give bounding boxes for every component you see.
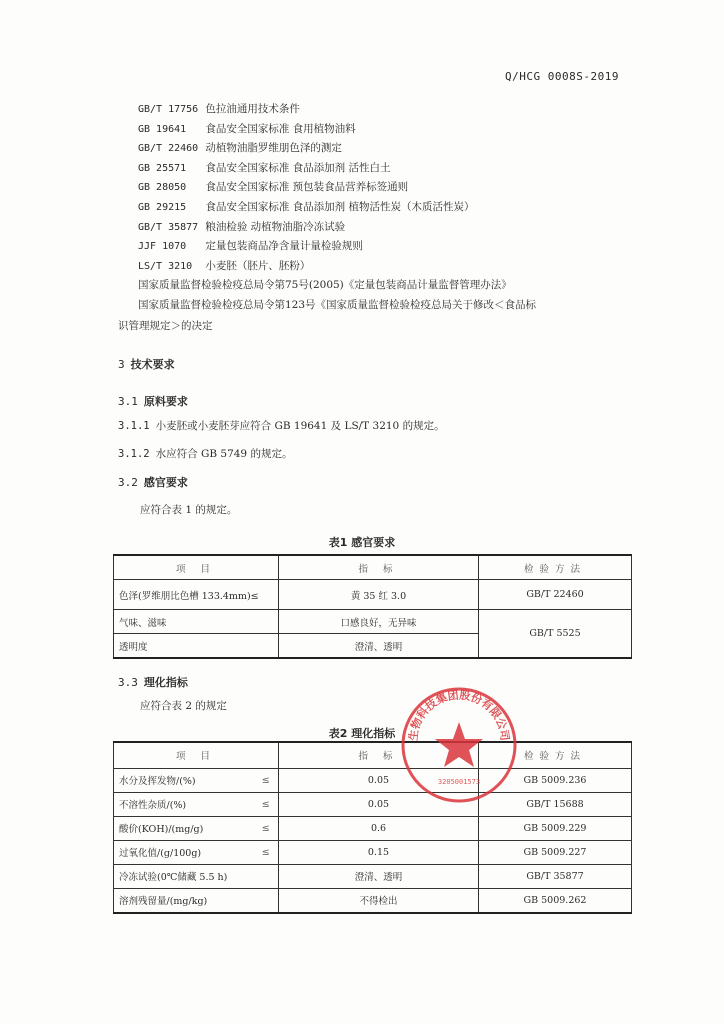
section-3-heading: 3 技术要求 <box>118 358 175 371</box>
reference-title: 食品安全国家标准 预包装食品营养标签通则 <box>205 181 409 194</box>
table-cell-method: GB 5009.229 <box>479 816 632 840</box>
table-cell-method: GB 5009.227 <box>479 840 632 864</box>
reference-code: GB/T 17756 <box>138 104 199 115</box>
table-cell-value: 0.6 <box>279 816 479 840</box>
table-row <box>114 792 632 816</box>
reference-title: 小麦胚（胚片、胚粉） <box>205 259 311 272</box>
table-cell-value: 0.15 <box>279 840 479 864</box>
reference-item <box>138 120 638 140</box>
table-cell-value: 0.05 <box>279 792 479 816</box>
table-header-row <box>114 742 632 768</box>
reference-item <box>138 178 638 198</box>
reference-item <box>138 257 638 277</box>
reference-code: GB 25571 <box>138 162 187 174</box>
table-cell-item: 不溶性杂质/(%) <box>114 792 254 816</box>
table-cell-item: 气味、滋味 <box>114 610 279 634</box>
table-cell-le: ≤ <box>254 840 279 864</box>
reference-code: LS/T 3210 <box>138 260 193 272</box>
table-cell-item: 溶剂残留量/(mg/kg) <box>114 888 279 913</box>
reference-item <box>138 100 638 120</box>
section-3-2-heading: 3.2 感官要求 <box>118 476 188 489</box>
reference-code: JJF 1070 <box>138 241 187 253</box>
clause-3-1-2: 3.1.2 水应符合 GB 5749 的规定。 <box>118 448 293 460</box>
table-cell-value: 不得检出 <box>279 888 479 913</box>
reference-title: 定量包装商品净含量计量检验规则 <box>205 240 363 253</box>
table-cell-value: 0.05 <box>279 768 479 792</box>
table-cell-item: 冷冻试验(0℃储藏 5.5 h) <box>114 864 279 888</box>
order-123-line2: 识管理规定＞的决定 <box>118 320 213 332</box>
table-cell-le: ≤ <box>254 768 279 792</box>
reference-item <box>138 198 638 218</box>
table-row <box>114 840 632 864</box>
reference-list <box>138 100 638 276</box>
reference-item <box>138 237 638 257</box>
table-cell-value: 黄 35 红 3.0 <box>279 580 479 610</box>
reference-item <box>138 139 638 159</box>
reference-item <box>138 159 638 179</box>
reference-code: GB/T 22460 <box>138 143 199 155</box>
table-cell-le: ≤ <box>254 816 279 840</box>
reference-code: GB 28050 <box>138 182 187 194</box>
reference-title: 粮油检验 动植物油脂冷冻试验 <box>205 220 346 233</box>
section-3-2-text: 应符合表 1 的规定。 <box>140 504 238 516</box>
table-header-cell: 项 目 <box>114 742 279 768</box>
reference-item <box>138 218 638 238</box>
table-cell-method: GB/T 15688 <box>479 792 632 816</box>
table-cell-value: 澄清、透明 <box>279 864 479 888</box>
order-75: 国家质量监督检验检疫总局令第75号(2005)《定量包装商品计量监督管理办法》 <box>138 279 512 291</box>
seal-star-icon <box>435 722 483 767</box>
sensory-table <box>113 554 632 659</box>
table-header-cell: 检验方法 <box>479 555 632 580</box>
table-row <box>114 888 632 913</box>
table-header-cell: 指 标 <box>279 555 479 580</box>
section-3-3-text: 应符合表 2 的规定 <box>140 700 227 712</box>
table-row <box>114 864 632 888</box>
table-header-row <box>114 555 632 580</box>
document-code: Q/HCG 0008S-2019 <box>505 70 619 83</box>
company-seal-stamp <box>398 684 520 806</box>
section-3-1-heading: 3.1 原料要求 <box>118 395 188 408</box>
table-row <box>114 816 632 840</box>
table1-title: 表1 感官要求 <box>328 536 396 549</box>
table-header-cell: 项 目 <box>114 555 279 580</box>
physicochemical-table <box>113 741 632 914</box>
reference-code: GB/T 35877 <box>138 221 199 233</box>
table-cell-method: GB 5009.236 <box>479 768 632 792</box>
table-cell-item: 酸价(KOH)/(mg/g) <box>114 816 254 840</box>
table-cell-method: GB 5009.262 <box>479 888 632 913</box>
order-123-line1: 国家质量监督检验检疫总局令第123号《国家质量监督检验检疫总局关于修改＜食品标 <box>138 299 537 311</box>
svg-text:3205001573: 3205001573 <box>437 778 481 786</box>
reference-title: 食品安全国家标准 食品添加剂 活性白土 <box>205 161 391 174</box>
table-cell-value: 口感良好，无异味 <box>279 610 479 634</box>
reference-title: 食品安全国家标准 食用植物油料 <box>205 122 356 135</box>
table-cell-method: GB/T 22460 <box>479 580 632 610</box>
table-row <box>114 610 632 634</box>
table-cell-value: 澄清、透明 <box>279 634 479 659</box>
reference-title: 食品安全国家标准 食品添加剂 植物活性炭（木质活性炭） <box>205 200 475 213</box>
table-cell-method: GB/T 35877 <box>479 864 632 888</box>
reference-code: GB 29215 <box>138 201 187 213</box>
table-cell-item: 色泽(罗维朋比色槽 133.4mm)≤ <box>114 580 279 610</box>
table-header-cell: 指 标 <box>279 742 479 768</box>
table-cell-item: 水分及挥发物/(%) <box>114 768 254 792</box>
reference-code: GB 19641 <box>138 123 187 135</box>
table-cell-item: 透明度 <box>114 634 279 659</box>
table-cell-method: GB/T 5525 <box>479 610 632 659</box>
table-cell-le: ≤ <box>254 792 279 816</box>
table-cell-item: 过氧化值/(g/100g) <box>114 840 254 864</box>
table-row <box>114 768 632 792</box>
clause-3-1-1: 3.1.1 小麦胚或小麦胚芽应符合 GB 19641 及 LS/T 3210 的规定。 <box>118 420 445 432</box>
svg-text:生物科技集团股份有限公司: 生物科技集团股份有限公司 <box>406 688 512 742</box>
table2-title: 表2 理化指标 <box>328 727 396 740</box>
table-header-cell: 检验方法 <box>479 742 632 768</box>
table-row <box>114 580 632 610</box>
reference-title: 色拉油通用技术条件 <box>205 103 300 115</box>
section-3-3-heading: 3.3 理化指标 <box>118 676 188 689</box>
reference-title: 动植物油脂罗维朋色泽的测定 <box>205 142 342 155</box>
